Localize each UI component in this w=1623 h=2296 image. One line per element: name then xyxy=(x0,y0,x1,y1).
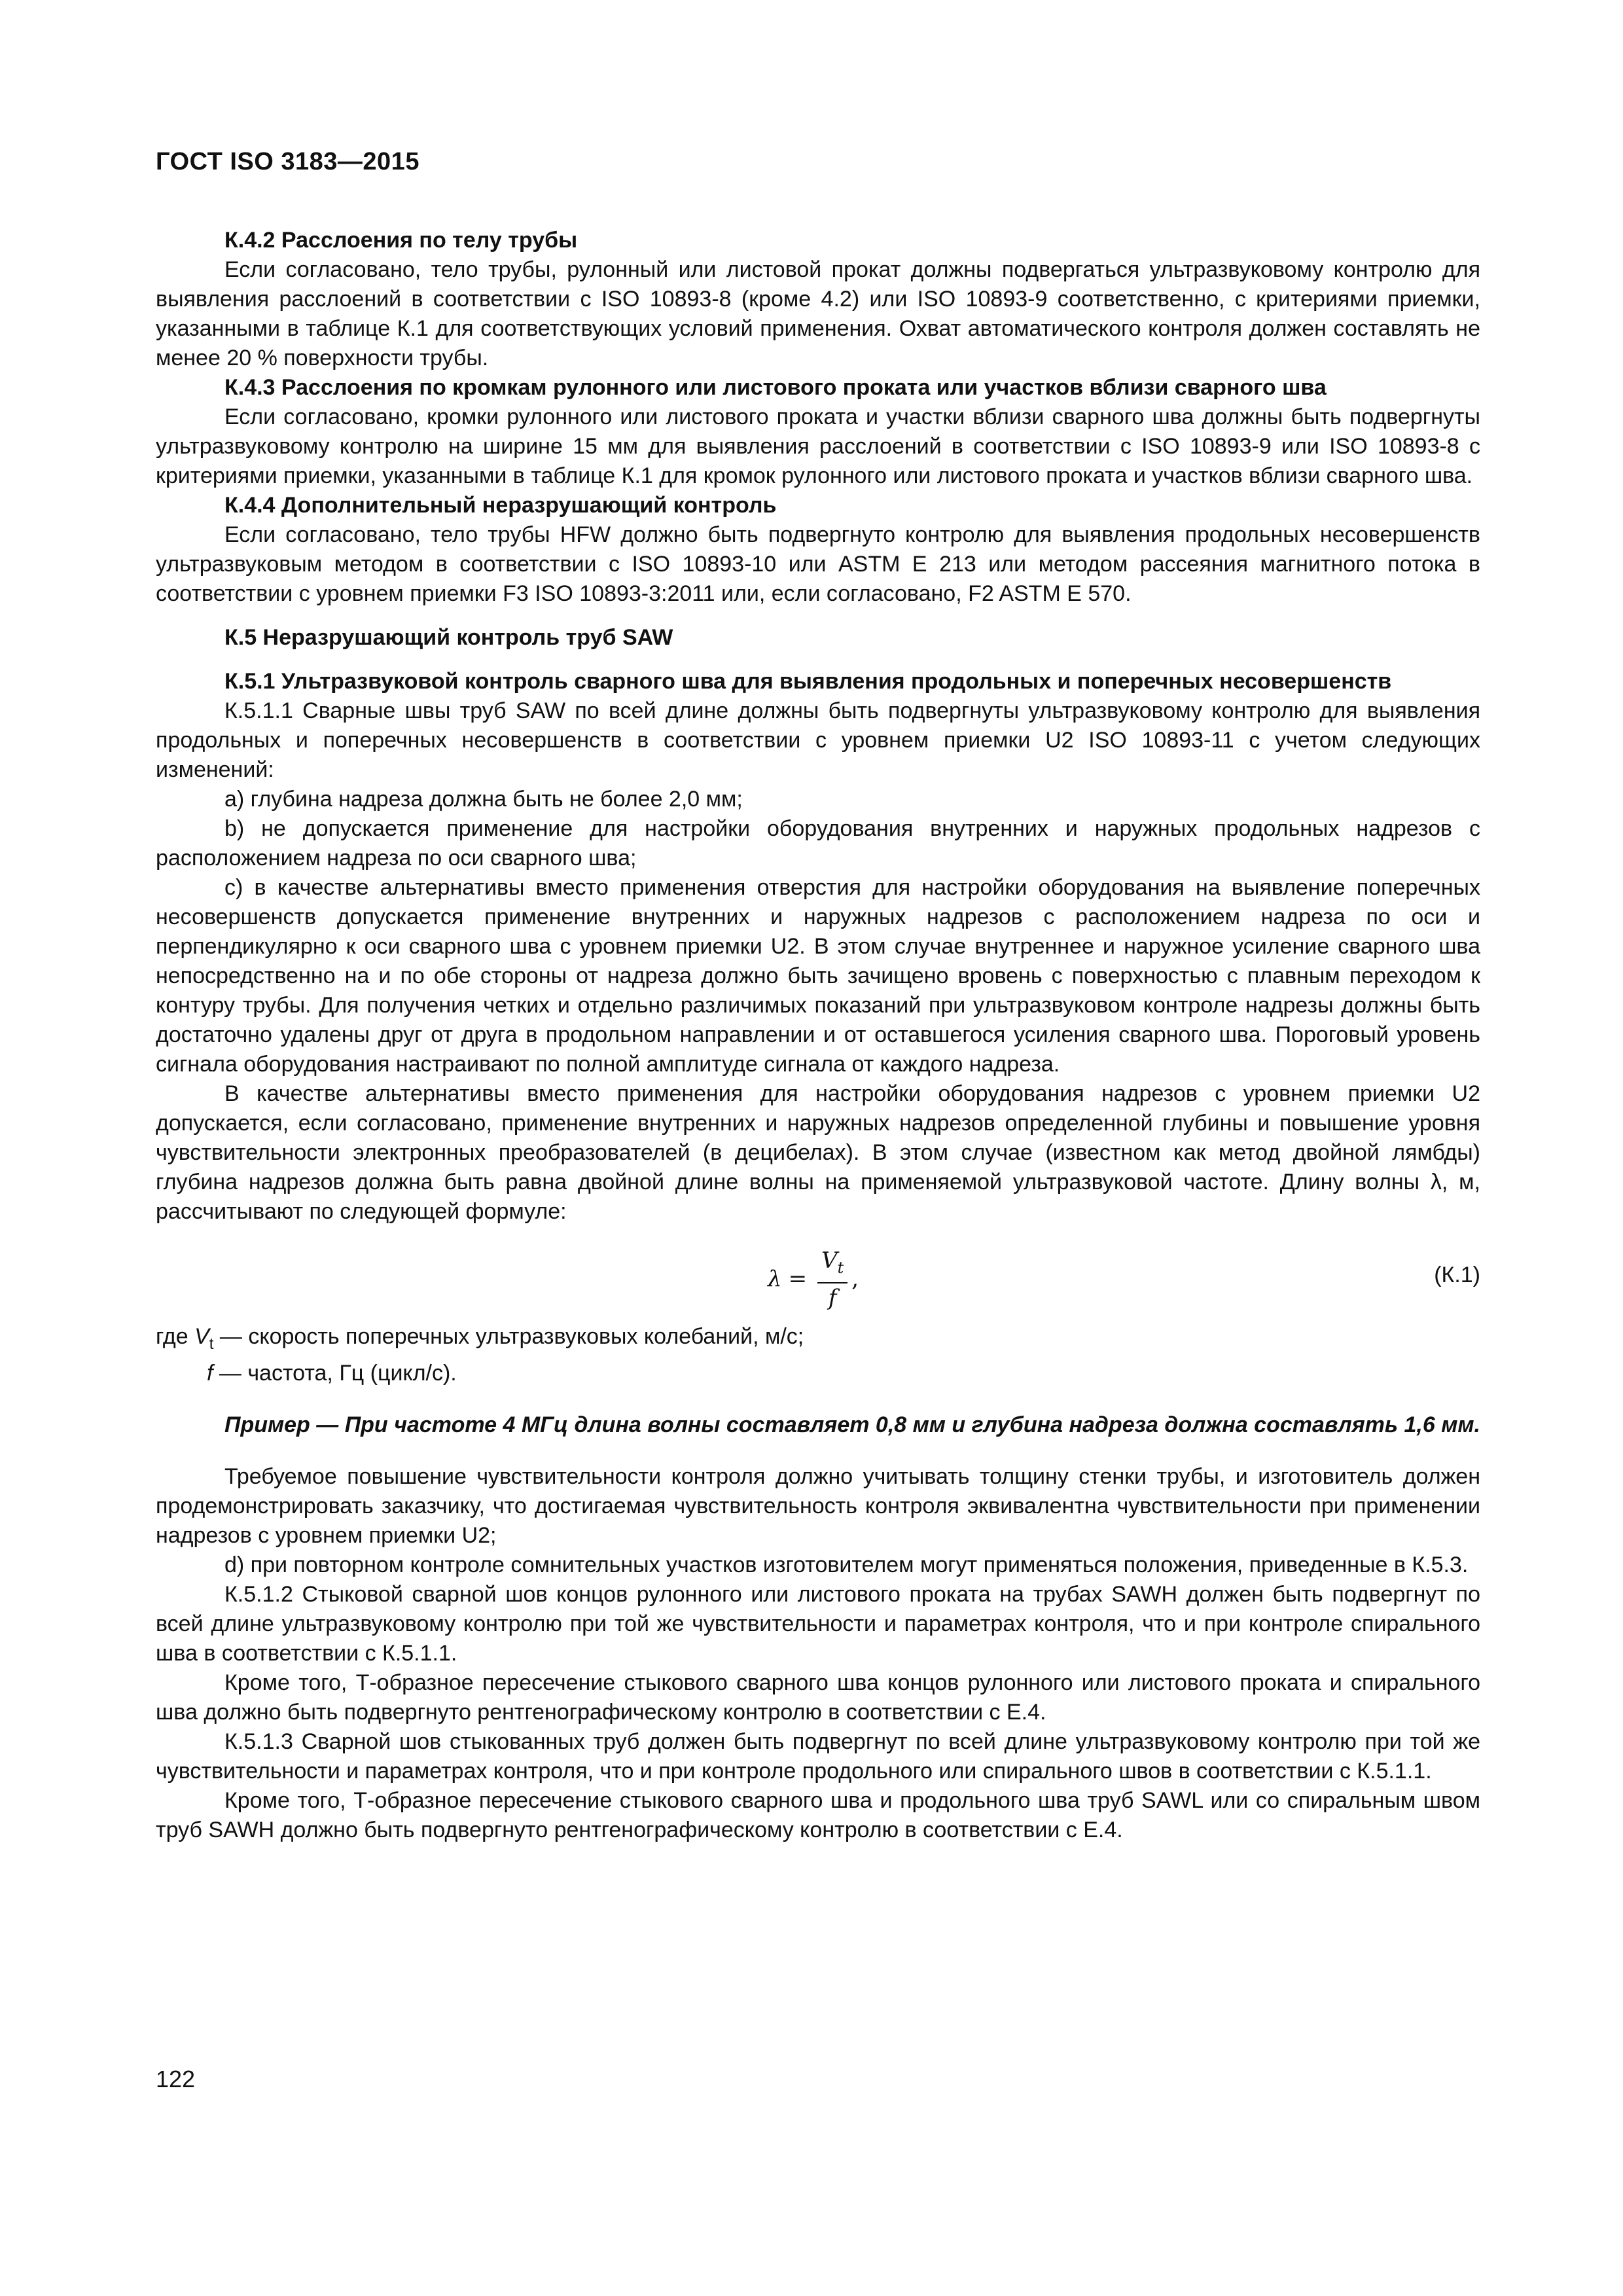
paragraph-k512: К.5.1.2 Стыковой сварной шов концов рулонного или листового проката на трубах SAWH должен быть подвергнут по всей длине ультразвуковому контролю при той же чувствительности и параметрах контроля, что и при контроле спирального шва в соответствии с К.5.1.1. xyxy=(156,1581,1480,1666)
legend-f: f — частота, Гц (цикл/с). xyxy=(207,1360,457,1386)
formula-fraction xyxy=(817,1247,847,1311)
list-item-d: d) при повторном контроле сомнительных участков изготовителем могут применяться положения, приведенные в К.5.3. xyxy=(224,1552,1469,1577)
paragraph-k512-extra: Кроме того, Т-образное пересечение стыкового сварного шва концов рулонного или листового проката и спирального шва должно быть подвергнуто рентгенографическому контролю в соответствии с Е.4. xyxy=(156,1670,1480,1725)
section-heading-k43: К.4.3 Расслоения по кромкам рулонного или листового проката или участков вблизи сварного шва xyxy=(224,375,1327,400)
paragraph-k44: Если согласовано, тело трубы HFW должно быть подвергнуто контролю для выявления продольных несовершенств ультразвуковым методом в соответствии с ISO 10893-10 или ASTM E 213 или методом рассеяния магнитного потока в соответствии с уровнем приемки F3 ISO 10893-3:2011 или, если согласовано, F2 ASTM E 570. xyxy=(156,522,1480,606)
section-heading-k51: К.5.1 Ультразвуковой контроль сварного шва для выявления продольных и поперечных несовершенств xyxy=(224,669,1392,694)
formula-k1 xyxy=(156,1240,1480,1312)
list-item-a: a) глубина надреза должна быть не более 2,0 мм; xyxy=(224,787,743,812)
paragraph-sensitivity: Требуемое повышение чувствительности контроля должно учитывать толщину стенки трубы, и изготовитель должен продемонстрировать заказчику, что достигаемая чувствительность контроля эквивалентна чувствительности при применении надрезов с уровнем приемки U2; xyxy=(156,1463,1480,1548)
document-body xyxy=(156,226,1480,1845)
formula-legend xyxy=(156,1322,1480,1388)
paragraph-k43: Если согласовано, кромки рулонного или листового проката и участки вблизи сварного шва должны быть подвергнуты ультразвуковому контролю на ширине 15 мм для выявления расслоений в соответствии с ISO 10893-9 или ISO 10893-8 с критериями приемки, указанными в таблице К.1 для кромок рулонного или листового проката и участков вблизи сварного шва. xyxy=(156,404,1480,488)
paragraph-k513-extra: Кроме того, Т-образное пересечение стыкового сварного шва и продольного шва труб SAWL или со спиральным швом труб SAWH должно быть подвергнуто рентгенографическому контролю в соответствии с Е.4. xyxy=(156,1787,1480,1842)
formula-numerator: $V_t$ xyxy=(817,1247,847,1283)
list-item-c: c) в качестве альтернативы вместо применения отверстия для настройки оборудования на выявление поперечных несовершенств допускается применение внутренних и наружных надрезов с расположением надреза по оси и перпендикулярно к оси сварного шва с уровнем приемки U2. В этом случае внутреннее и наружное усиление сварного шва непосредственно на и по обе стороны от надреза должно быть зачищено вровень с поверхностью с плавным переходом к контуру трубы. Для получения четких и отдельно различимых показаний при ультразвуковом контроле надрезы должны быть достаточно удалены друг от друга в продольном направлении и от оставшегося усиления сварного шва. Пороговый уровень сигнала оборудования настраивают по полной амплитуде сигнала от каждого надреза. xyxy=(156,875,1480,1077)
formula-expression xyxy=(768,1247,859,1311)
paragraph-k513: К.5.1.3 Сварной шов стыкованных труб должен быть подвергнут по всей длине ультразвуковому контролю при той же чувствительности и параметрах контроля, что и при контроле продольного или спирального швов в соответствии с К.5.1.1. xyxy=(156,1729,1480,1784)
formula-lambda: λ xyxy=(768,1265,782,1292)
list-item-b: b) не допускается применение для настройки оборудования внутренних и наружных продольных надрезов с расположением надреза по оси сварного шва; xyxy=(156,816,1480,870)
legend-vt: где $V_t$ — скорость поперечных ультразвуковых колебаний, м/с; xyxy=(156,1324,804,1353)
section-heading-k42: К.4.2 Расслоения по телу трубы xyxy=(224,228,578,253)
paragraph-k42: Если согласовано, тело трубы, рулонный или листовой прокат должны подвергаться ультразвуковому контролю для выявления расслоений в соответствии с ISO 10893-8 (кроме 4.2) или ISO 10893-9 соответственно, с критериями приемки, указанными в таблице К.1 для соответствующих условий применения. Охват автоматического контроля должен составлять не менее 20 % поверхности трубы. xyxy=(156,257,1480,370)
formula-comma: , xyxy=(851,1265,859,1292)
section-heading-k44: К.4.4 Дополнительный неразрушающий контроль xyxy=(224,493,777,518)
page-number: 122 xyxy=(156,2066,196,2092)
document-header: ГОСТ ISO 3183—2015 xyxy=(156,148,419,175)
formula-denominator: f xyxy=(828,1284,837,1311)
example-note: Пример — При частоте 4 МГц длина волны составляет 0,8 мм и глубина надреза должна составлять 1,6 мм. xyxy=(224,1412,1480,1437)
section-heading-k5: К.5 Неразрушающий контроль труб SAW xyxy=(224,625,673,650)
formula-equals: = xyxy=(788,1265,808,1292)
paragraph-k511: К.5.1.1 Сварные швы труб SAW по всей длине должны быть подвергнуты ультразвуковому контролю для выявления продольных и поперечных несовершенств в соответствии с уровнем приемки U2 ISO 10893-11 с учетом следующих изменений: xyxy=(156,698,1480,782)
formula-number: (К.1) xyxy=(1434,1263,1480,1287)
paragraph-alternative: В качестве альтернативы вместо применения для настройки оборудования надрезов с уровнем приемки U2 допускается, если согласовано, применение внутренних и наружных надрезов определенной глубины и повышение уровня чувствительности электронных преобразователей (в децибелах). В этом случае (известном как метод двойной лямбды) глубина надрезов должна быть равна двойной длине волны на применяемой ультразвуковой частоте. Длину волны λ, м, рассчитывают по следующей формуле: xyxy=(156,1081,1480,1224)
